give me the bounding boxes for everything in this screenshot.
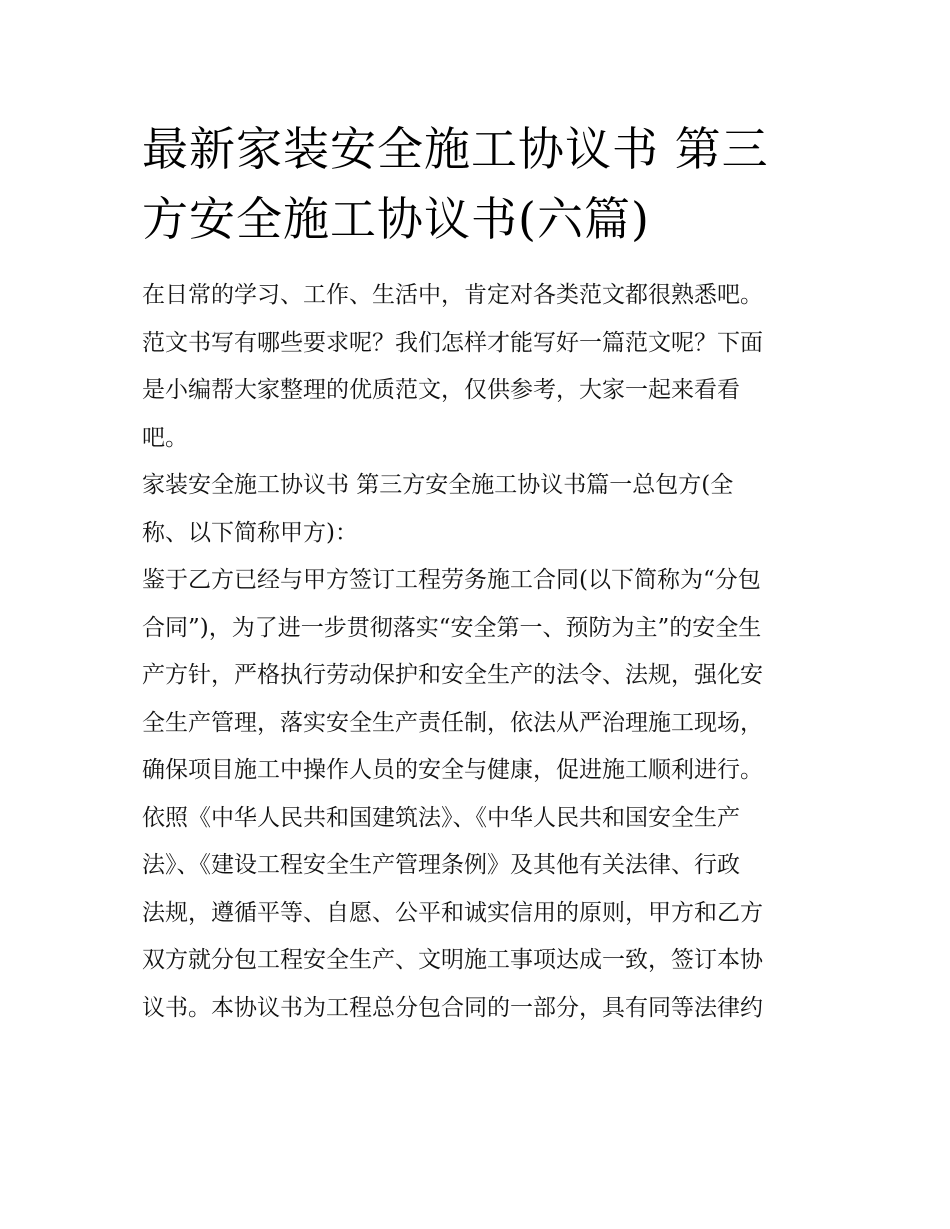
body-line: 在日常的学习、工作、生活中，肯定对各类范文都很熟悉吧。 (142, 282, 763, 308)
body-line: 范文书写有哪些要求呢？我们怎样才能写好一篇范文呢？下面 (142, 329, 763, 356)
body-line: 产方针，严格执行劳动保护和安全生产的法令、法规，强化安 (142, 662, 763, 688)
title-line: 最新家装安全施工协议书 第三 (142, 122, 769, 176)
title-line: 方安全施工协议书(六篇) (142, 192, 650, 246)
body-line: 家装安全施工协议书 第三方安全施工协议书篇一总包方(全 (142, 472, 734, 498)
body-line: 法规，遵循平等、自愿、公平和诚实信用的原则，甲方和乙方 (142, 899, 763, 926)
body-line: 称、以下简称甲方)： (142, 519, 358, 546)
body-line: 议书。本协议书为工程总分包合同的一部分，具有同等法律约 (142, 994, 763, 1021)
body-line: 法》、《建设工程安全生产管理条例》及其他有关法律、行政 (142, 852, 740, 878)
body-line: 合同”)，为了进一步贯彻落实“安全第一、预防为主”的安全生 (142, 614, 762, 641)
body-line: 确保项目施工中操作人员的安全与健康，促进施工顺利进行。 (142, 757, 763, 783)
body-line: 鉴于乙方已经与甲方签订工程劳务施工合同(以下简称为“分包 (142, 567, 761, 593)
body-line: 全生产管理，落实安全生产责任制，依法从严治理施工现场， (142, 709, 763, 736)
body-line: 依照《中华人民共和国建筑法》、《中华人民共和国安全生产 (142, 804, 740, 831)
document-body (142, 272, 814, 1032)
document-page (142, 114, 814, 1032)
body-line: 吧。 (142, 424, 188, 451)
document-title (142, 114, 814, 254)
body-line: 双方就分包工程安全生产、文明施工事项达成一致，签订本协 (142, 947, 763, 973)
body-line: 是小编帮大家整理的优质范文，仅供参考，大家一起来看看 (142, 377, 740, 403)
